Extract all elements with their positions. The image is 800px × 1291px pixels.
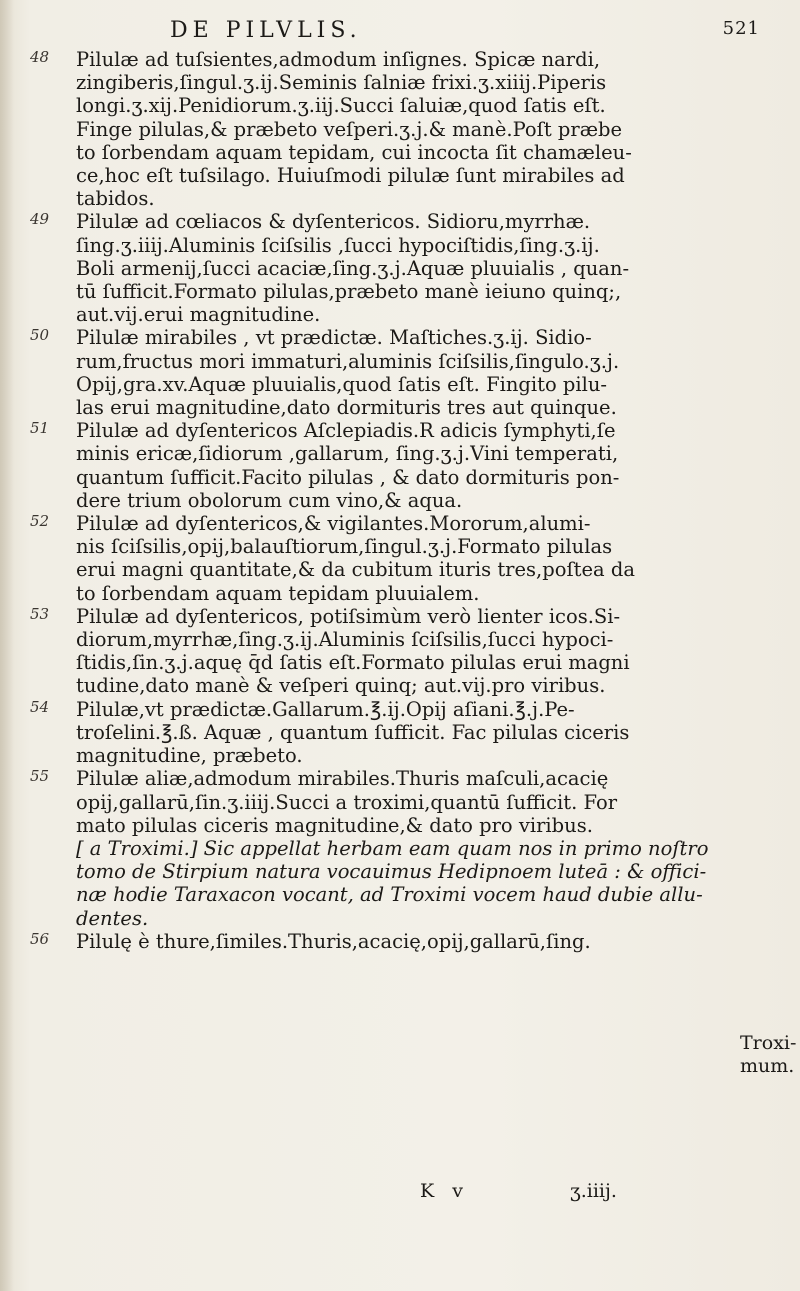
- text-line: ce,hoc eſt tuſsilago. Huiuſmodi pilulæ ſunt mirabiles ad: [76, 164, 625, 188]
- gutter-shadow: [0, 0, 14, 1291]
- text-line: tū ſufficit.Formato pilulas,præbeto manè ieiuno quinq;,: [76, 280, 622, 304]
- signature-mark: K v: [420, 1180, 469, 1202]
- text-line: to ſorbendam aquam tepidam pluuialem.: [76, 581, 480, 605]
- text-line: Pilulæ ad dyſentericos,& vigilantes.Mororum,alumi-: [76, 512, 591, 536]
- text-line: quantum ſufficit.Facito pilulas , & dato dormituris pon-: [76, 465, 620, 489]
- text-line: Pilulæ aliæ,admodum mirabiles.Thuris maſculi,acacię: [76, 767, 609, 791]
- text-line: minis ericæ,ſidiorum ,gallarum, ſing.ʒ.j.Vini temperati,: [76, 442, 619, 466]
- entry-number: 49: [30, 210, 50, 229]
- text-line: Pilulę è thure,ſimiles.Thuris,acacię,opij,gallarū,ſing.: [76, 929, 591, 953]
- entry-number: 53: [30, 604, 50, 623]
- recipe-entry-54: [30, 698, 730, 768]
- text-line: Pilulæ mirabiles , vt prædictæ. Maſtiches.ʒ.ij. Sidio-: [76, 326, 592, 350]
- entry-number: 56: [30, 929, 50, 948]
- text-line: las erui magnitudine,dato dormituris tres aut quinque.: [76, 396, 617, 420]
- text-line: aut.vij.erui magnitudine.: [76, 303, 321, 327]
- margin-note-line: Troxi-: [740, 1032, 797, 1054]
- text-line: longi.ʒ.xij.Penidiorum.ʒ.iij.Succi ſaluiæ,quod ſatis eſt.: [76, 94, 606, 118]
- text-line: dere trium obolorum cum vino,& aqua.: [76, 488, 463, 512]
- text-line: ſing.ʒ.iiij.Aluminis ſciſsilis ,ſucci hypociſtidis,ſing.ʒ.ij.: [76, 233, 600, 257]
- text-line: Pilulæ ad dyſentericos, potiſsimùm verò lienter icos.Si-: [76, 604, 621, 628]
- recipe-entry-51: [30, 419, 730, 512]
- text-line: troſelini.℥.ß. Aquæ , quantum ſufficit. Fac pilulas ciceris: [76, 720, 630, 744]
- recipe-entry-52: [30, 512, 730, 605]
- text-line: ſtidis,ſin.ʒ.j.aquę q̄d ſatis eſt.Formato pilulas erui magni: [76, 651, 630, 675]
- annotation-line: [ a Troximi.] Sic appellat herbam eam quam nos in primo noſtro: [76, 836, 709, 860]
- body-text: [30, 48, 730, 953]
- text-line: Boli armenij,ſucci acaciæ,ſing.ʒ.j.Aquæ pluuialis , quan-: [76, 256, 630, 280]
- margin-note-line: mum.: [740, 1055, 795, 1078]
- entry-number: 52: [30, 512, 50, 531]
- text-line: zingiberis,ſingul.ʒ.ij.Seminis ſalniæ frixi.ʒ.xiiij.Piperis: [76, 71, 607, 95]
- page-header: [170, 18, 760, 48]
- entry-number: 50: [30, 326, 50, 345]
- recipe-entry-48: [30, 48, 730, 210]
- text-line: to ſorbendam aquam tepidam, cui incocta ſit chamæleu-: [76, 140, 632, 164]
- text-line: opij,gallarū,ſin.ʒ.iiij.Succi a troximi,quantū ſufficit. For: [76, 790, 618, 814]
- catchword: ʒ.iiij.: [570, 1180, 617, 1202]
- text-line: Pilulæ ad tuſsientes,admodum inſignes. Spicæ nardi,: [76, 48, 601, 71]
- entry-number: 54: [30, 697, 50, 716]
- text-line: Opij,gra.xv.Aquæ pluuialis,quod ſatis eſt. Fingito pilu-: [76, 372, 608, 396]
- page-footer: [420, 1180, 720, 1206]
- text-line: Pilulæ ad dyſentericos Aſclepiadis.R adicis ſymphyti,ſe: [76, 419, 616, 443]
- text-line: rum,fructus mori immaturi,aluminis ſciſsilis,ſingulo.ʒ.j.: [76, 349, 620, 373]
- text-line: mato pilulas ciceris magnitudine,& dato pro viribus.: [76, 813, 593, 837]
- recipe-entry-55: [30, 767, 730, 929]
- entry-number: 51: [30, 419, 50, 438]
- recipe-entry-53: [30, 605, 730, 698]
- text-line: Pilulæ ad cœliacos & dyſentericos. Sidioru,myrrhæ.: [76, 210, 591, 234]
- text-line: magnitudine, præbeto.: [76, 744, 303, 768]
- text-line: Pilulæ,vt prædictæ.Gallarum.℥.ij.Opij aſiani.℥.j.Pe-: [76, 697, 575, 721]
- running-title: DE PILVLIS.: [170, 18, 362, 43]
- text-line: diorum,myrrhæ,ſing.ʒ.ij.Aluminis ſciſsilis,ſucci hypoci-: [76, 628, 614, 652]
- text-line: Finge pilulas,& præbeto veſperi.ʒ.j.& manè.Poſt præbe: [76, 117, 623, 141]
- entry-number: 55: [30, 767, 50, 786]
- text-line: tabidos.: [76, 187, 155, 211]
- entry-number: 48: [30, 48, 50, 66]
- recipe-entry-50: [30, 326, 730, 419]
- annotation-line: tomo de Stirpium natura vocauimus Hedipnoem luteā : & offici-: [76, 860, 707, 884]
- text-line: erui magni quantitate,& da cubitum ituris tres,poſtea da: [76, 558, 635, 582]
- recipe-entry-49: [30, 210, 730, 326]
- annotation-line: næ hodie Taraxacon vocant, ad Troximi vocem haud dubie allu-: [76, 883, 703, 907]
- text-line: tudine,dato manè & veſperi quinq; aut.vij.pro viribus.: [76, 674, 606, 698]
- recipe-entry-56: [30, 930, 730, 953]
- annotation-line: dentes.: [76, 906, 149, 930]
- page-number: 521: [722, 18, 760, 39]
- margin-note: [740, 1032, 800, 1078]
- text-line: nis ſciſsilis,opij,balauſtiorum,ſingul.ʒ.j.Formato pilulas: [76, 535, 613, 559]
